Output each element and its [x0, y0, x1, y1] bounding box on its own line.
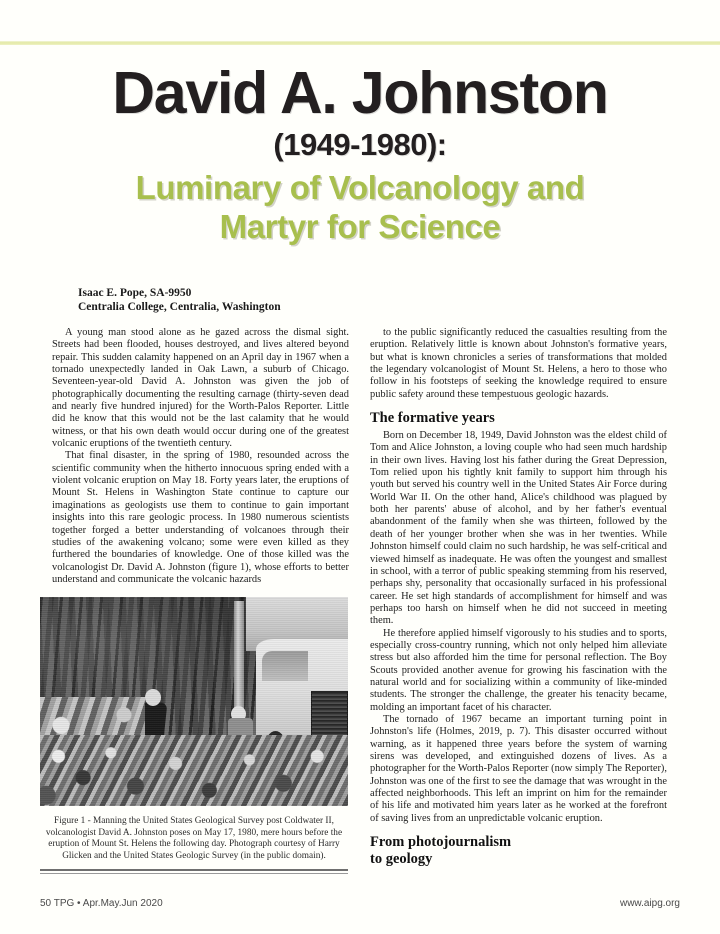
body-column-left [52, 327, 349, 586]
byline [78, 286, 281, 314]
caption-rule-thick [40, 869, 348, 871]
paragraph: A young man stood alone as he gazed across the dismal sight. Streets had been flooded, houses destroyed, and lives altered beyond repair. This sudden calamity happened on an April day in 1967 when a tornado unexpectedly landed in Oak Lawn, a suburb of Chicago. Seventeen-year-old David A. Johnston was given the job of photographically documenting the resulting carnage (thirty-seven dead and nearly five hundred injured) for the Worth-Palos Reporter. Little did he know that this would not be the last calamity that he would witness, or that his own death would occur during one of the greatest volcanic eruptions of the twentieth century. [52, 327, 349, 450]
title-life-dates: (1949-1980): [273, 127, 447, 162]
caption-divider [40, 869, 348, 874]
heading-line-1: From photojournalism [370, 834, 512, 851]
subtitle-line-1: Luminary of Volcanology and [135, 169, 585, 206]
byline-author: Isaac E. Pope, SA-9950 [78, 287, 192, 299]
top-decorative-rule [0, 41, 720, 45]
section-heading-photojournalism [370, 834, 667, 868]
subtitle-line-2: Martyr for Science [219, 208, 501, 245]
footer-website[interactable]: www.aipg.org [619, 898, 680, 909]
paragraph: The tornado of 1967 became an important turning point in Johnston's life (Holmes, 2019, p. 7). This disaster occurred without warning, as it happened three years before the system of warning sirens was developed, and extinguished dozens of lives. As a photographer for the Worth-Palos Reporter (now simply The Reporter), Johnston was one of the first to see the damage that was wrought in the affected neighborhoods. This left an imprint on him for the remainder of his life and motivated him years later as he worked at the forefront of saving lives from an unpredictable volcanic eruption. [370, 713, 667, 824]
figure-caption: Figure 1 - Manning the United States Geological Survey post Coldwater II, volcanologist David A. Johnston poses on May 17, 1980, mere hours before the eruption of Mount St. Helens the following day. Photograph courtesy of Harry Glicken and the United States Geologic Survey (in the public domain). [45, 816, 343, 861]
body-column-right [370, 327, 667, 871]
paragraph: That final disaster, in the spring of 1980, resounded across the scientific community when the hitherto innocuous spring ended with a violent volcanic eruption on May 18. Forty years later, the eruptions of Mount St. Helens in Washington State continue to capture our imaginations as geologists use them to continue to gain important insights into this rare geologic process. In 1980 numerous scientists together forged a better understanding of volcanoes through their studies of the awakening volcano; some were even killed as they furthered the boundaries of knowledge. One of those killed was the volcanologist Dr. David A. Johnston (figure 1), whose efforts to better understand and communicate the volcanic hazards [52, 450, 349, 585]
caption-rule-thin [40, 873, 348, 874]
heading-line-2: to geology [370, 851, 433, 868]
footer-issue-info: 50 TPG • Apr.May.Jun 2020 [40, 898, 163, 909]
byline-affiliation: Centralia College, Centralia, Washington [78, 301, 281, 313]
photo-johnston-head [145, 689, 161, 706]
section-heading-formative-years: The formative years [370, 410, 495, 427]
photo-rocky-debris [40, 735, 348, 806]
photo-truck-cab [262, 651, 308, 680]
paragraph-continued: to the public significantly reduced the casualties resulting from the eruption. Relatively little is known about Johnston's formative years, but what is known chronicles a series of transformations that molded the legendary volcanologist of Mount St. Helens, a hero to those who follow in his footsteps of seeking the knowledge required to ensure public safety around these tempestuous geologic hazards. [370, 327, 667, 400]
title-subtitle [0, 164, 720, 246]
figure-1 [40, 597, 348, 874]
page-footer [40, 898, 680, 909]
paragraph: He therefore applied himself vigorously to his studies and to sports, especially cross-country running, which not only helped him alleviate stress but also afforded him the time for personal reflection. The Boy Scouts provided another avenue for growing his fascination with the natural world and for socializing within a community of like-minded students. The stronger the challenge, the greater his tenacity became, molding an important facet of his character. [370, 627, 667, 713]
paragraph: Born on December 18, 1949, David Johnston was the eldest child of Tom and Alice Johnston, a loving couple who had seen much hardship in their own lives. Having lost his father during the Great Depression, Tom relied upon his tightly knit family to support him through his youth but served his country well in the United States Air Force during World War II. On the other hand, Alice's childhood was plagued by both her parents' abuse of alcohol, and by her father's eventual abandonment of the family when she was thirteen, followed by the death of her younger brother when she was in her twenties. While Johnston himself could claim no such hardship, he was self-critical and viewed himself as inadequate. He was often the youngest and smallest in school, with a terror of public speaking stemming from his reserved, perhaps shy, personality that occasionally surfaced in his professional career. He set high standards of accomplishment for himself and was perhaps too harsh on himself when he did not succeed in meeting them. [370, 430, 667, 627]
figure-photograph [40, 597, 348, 806]
page-title: David A. Johnston [112, 60, 608, 126]
masthead [0, 62, 720, 246]
